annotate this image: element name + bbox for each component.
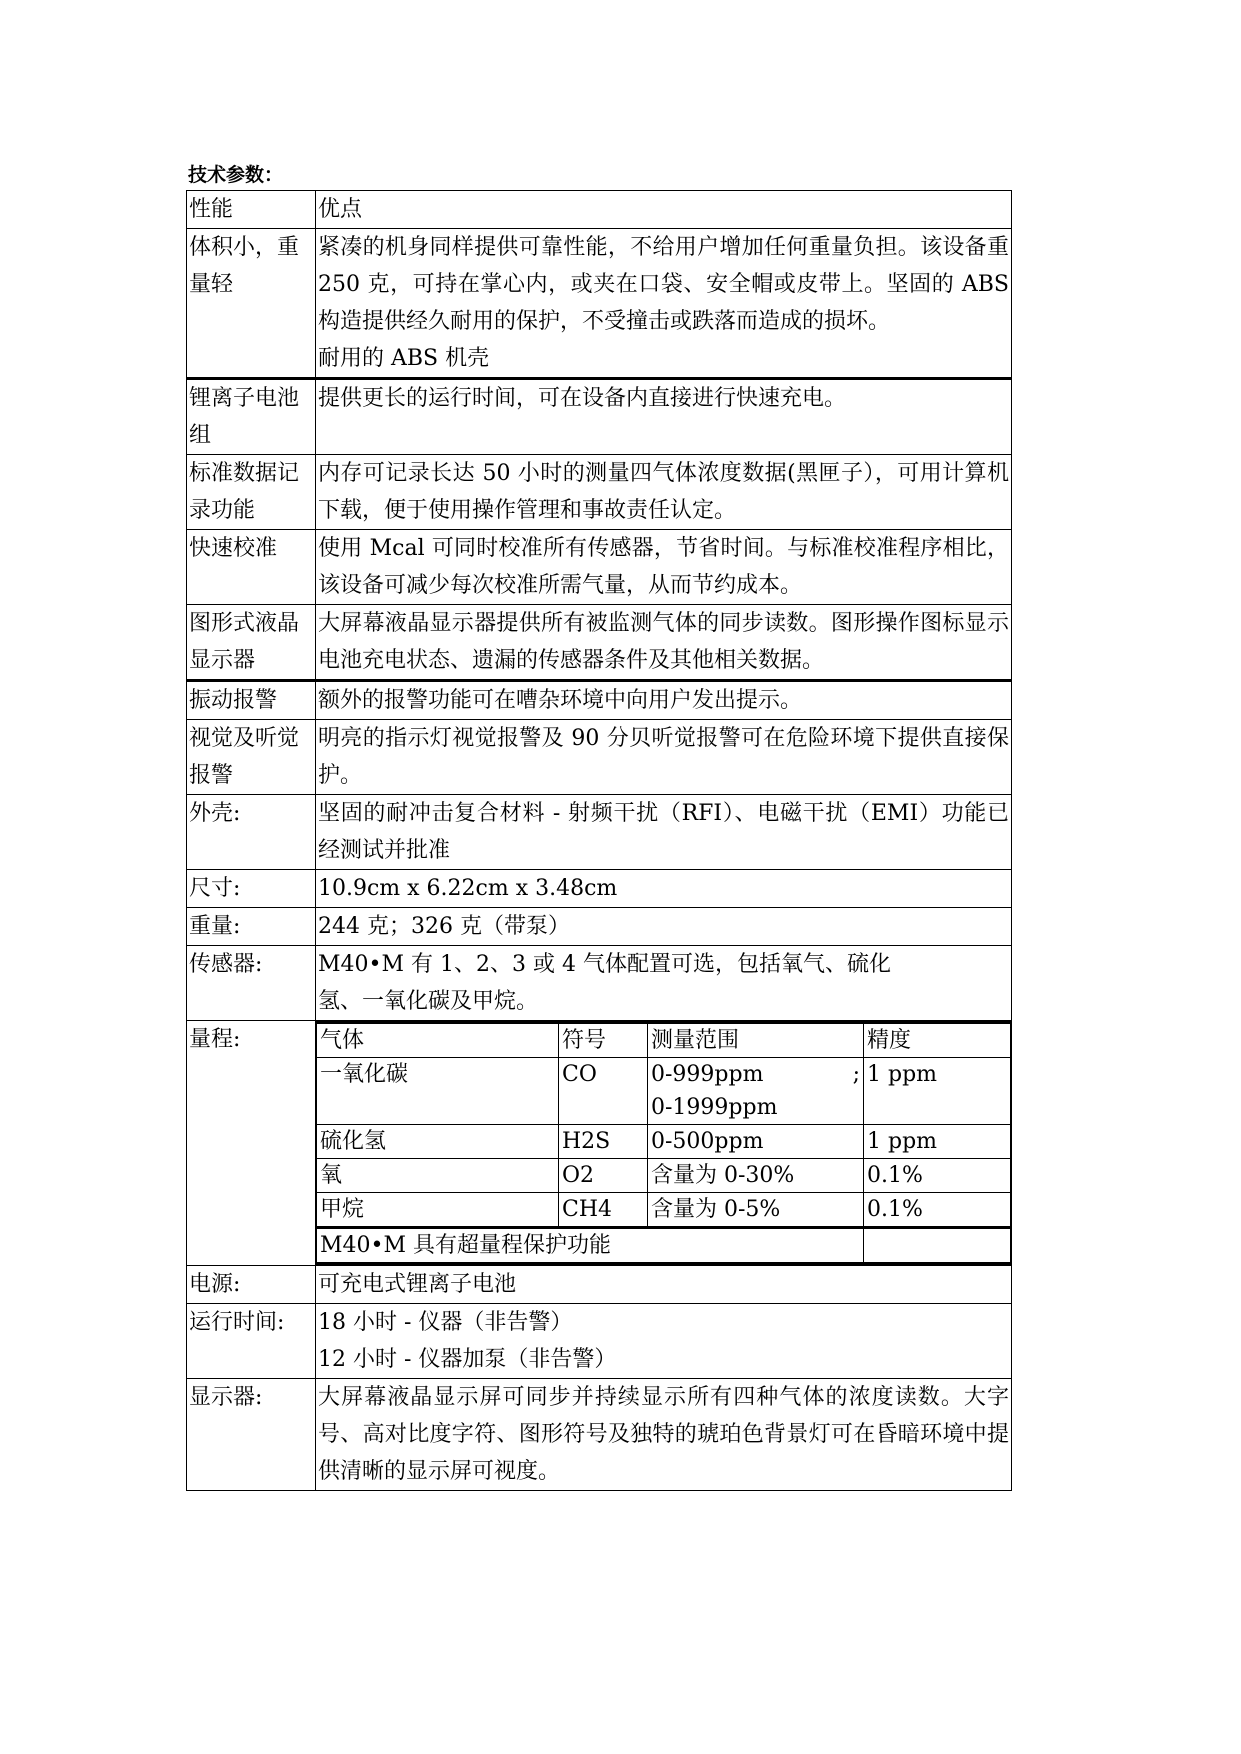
spec-label: 快速校准 bbox=[187, 530, 316, 605]
range-header-cell: 精度 bbox=[864, 1023, 1011, 1058]
spec-value bbox=[316, 795, 1012, 870]
range-header-cell: 测量范围 bbox=[648, 1023, 864, 1058]
spec-value-line: M40•M 有 1、2、3 或 4 气体配置可选，包括氧气、硫化 bbox=[318, 952, 891, 977]
spec-value bbox=[316, 720, 1012, 795]
spec-value bbox=[316, 379, 1012, 455]
gas-range: 含量为 0-5% bbox=[648, 1193, 864, 1228]
spec-value-line: 使用 Mcal 可同时校准所有传感器，节省时间。与标准校准程序相比，该设备可减少每次校准所需气量，从而节约成本。 bbox=[318, 536, 1009, 598]
spec-value-line: 大屏幕液晶显示器提供所有被监测气体的同步读数。图形操作图标显示电池充电状态、遗漏的传感器条件及其他相关数据。 bbox=[318, 611, 1009, 673]
gas-name: 氧 bbox=[317, 1159, 559, 1193]
range-row bbox=[317, 1125, 1011, 1159]
range-note-precision bbox=[864, 1228, 1011, 1264]
spec-value bbox=[316, 1304, 1012, 1379]
spec-value-line: 244 克；326 克（带泵） bbox=[318, 914, 570, 939]
gas-range-sep: ; bbox=[852, 1062, 860, 1087]
spec-value bbox=[316, 455, 1012, 530]
gas-range-line bbox=[651, 1058, 860, 1091]
spec-row bbox=[187, 455, 1012, 530]
gas-name: 一氧化碳 bbox=[317, 1058, 559, 1125]
spec-label: 尺寸: bbox=[187, 870, 316, 908]
header-advantage: 优点 bbox=[316, 191, 1012, 229]
spec-value-line: 氢、一氧化碳及甲烷。 bbox=[318, 989, 539, 1014]
spec-row bbox=[187, 870, 1012, 908]
gas-range-a: 0-999ppm bbox=[651, 1062, 764, 1087]
spec-value-line: 内存可记录长达 50 小时的测量四气体浓度数据(黑匣子），可用计算机下载，便于使用操作管理和事故责任认定。 bbox=[318, 461, 1009, 523]
spec-value-line: 坚固的耐冲击复合材料 - 射频干扰（RFI）、电磁干扰（EMI）功能已经测试并批准 bbox=[318, 801, 1009, 863]
spec-row bbox=[187, 681, 1012, 720]
range-header-cell: 符号 bbox=[559, 1023, 648, 1058]
table-header-row bbox=[187, 191, 1012, 229]
range-note: M40•M 具有超量程保护功能 bbox=[317, 1228, 864, 1264]
spec-value bbox=[316, 1379, 1012, 1491]
gas-precision: 0.1% bbox=[864, 1193, 1011, 1228]
gas-precision: 1 ppm bbox=[864, 1125, 1011, 1159]
gas-name: 硫化氢 bbox=[317, 1125, 559, 1159]
spec-value bbox=[316, 908, 1012, 946]
spec-value-line: 18 小时 - 仪器（非告警） bbox=[318, 1310, 573, 1335]
spec-label: 运行时间: bbox=[187, 1304, 316, 1379]
gas-symbol: H2S bbox=[559, 1125, 648, 1159]
range-cell bbox=[316, 1021, 1012, 1266]
spec-label: 电源: bbox=[187, 1266, 316, 1304]
spec-value-line: 耐用的 ABS 机壳 bbox=[318, 346, 490, 371]
spec-label: 量程: bbox=[187, 1021, 316, 1266]
spec-row bbox=[187, 605, 1012, 681]
spec-value bbox=[316, 946, 1012, 1021]
spec-row bbox=[187, 1379, 1012, 1491]
spec-value bbox=[316, 1266, 1012, 1304]
spec-value bbox=[316, 530, 1012, 605]
spec-label: 标准数据记录功能 bbox=[187, 455, 316, 530]
page-heading: 技术参数： bbox=[188, 164, 284, 186]
header-feature: 性能 bbox=[187, 191, 316, 229]
gas-precision: 1 ppm bbox=[864, 1058, 1011, 1125]
gas-symbol: CO bbox=[559, 1058, 648, 1125]
range-header-cell: 气体 bbox=[317, 1023, 559, 1058]
spec-value-line: 额外的报警功能可在嘈杂环境中向用户发出提示。 bbox=[318, 688, 803, 713]
spec-value bbox=[316, 605, 1012, 681]
spec-value-line: 大屏幕液晶显示屏可同步并持续显示所有四种气体的浓度读数。大字号、高对比度字符、图形符号及独特的琥珀色背景灯可在昏暗环境中提供清晰的显示屏可视度。 bbox=[318, 1385, 1009, 1484]
spec-row bbox=[187, 908, 1012, 946]
spec-label: 视觉及听觉报警 bbox=[187, 720, 316, 795]
spec-row bbox=[187, 379, 1012, 455]
spec-label: 重量: bbox=[187, 908, 316, 946]
spec-row bbox=[187, 946, 1012, 1021]
gas-range bbox=[648, 1058, 864, 1125]
spec-value-line: 明亮的指示灯视觉报警及 90 分贝听觉报警可在危险环境下提供直接保护。 bbox=[318, 726, 1009, 788]
range-header-row bbox=[317, 1023, 1011, 1058]
spec-value bbox=[316, 870, 1012, 908]
spec-label: 显示器: bbox=[187, 1379, 316, 1491]
range-row bbox=[317, 1159, 1011, 1193]
spec-label: 锂离子电池组 bbox=[187, 379, 316, 455]
spec-label: 体积小，重量轻 bbox=[187, 229, 316, 379]
gas-range: 含量为 0-30% bbox=[648, 1159, 864, 1193]
gas-name: 甲烷 bbox=[317, 1193, 559, 1228]
spec-value-line: 可充电式锂离子电池 bbox=[318, 1272, 517, 1297]
spec-label: 图形式液晶显示器 bbox=[187, 605, 316, 681]
gas-range: 0-500ppm bbox=[648, 1125, 864, 1159]
gas-symbol: O2 bbox=[559, 1159, 648, 1193]
spec-row bbox=[187, 720, 1012, 795]
gas-symbol: CH4 bbox=[559, 1193, 648, 1228]
spec-row bbox=[187, 229, 1012, 379]
range-note-row bbox=[317, 1228, 1011, 1264]
spec-value bbox=[316, 229, 1012, 379]
range-table bbox=[316, 1021, 1011, 1265]
spec-row-range bbox=[187, 1021, 1012, 1266]
range-row bbox=[317, 1193, 1011, 1228]
spec-row bbox=[187, 795, 1012, 870]
gas-precision: 0.1% bbox=[864, 1159, 1011, 1193]
spec-label: 传感器: bbox=[187, 946, 316, 1021]
spec-value-line: 10.9cm x 6.22cm x 3.48cm bbox=[318, 876, 618, 901]
spec-label: 振动报警 bbox=[187, 681, 316, 720]
gas-range-b: 0-1999ppm bbox=[651, 1095, 778, 1120]
range-row bbox=[317, 1058, 1011, 1125]
spec-row bbox=[187, 1304, 1012, 1379]
spec-value-line: 12 小时 - 仪器加泵（非告警） bbox=[318, 1347, 617, 1372]
spec-row bbox=[187, 1266, 1012, 1304]
spec-value-line: 提供更长的运行时间，可在设备内直接进行快速充电。 bbox=[318, 386, 847, 411]
spec-value-line: 紧凑的机身同样提供可靠性能，不给用户增加任何重量负担。该设备重 250 克，可持在掌心内，或夹在口袋、安全帽或皮带上。坚固的 ABS 构造提供经久耐用的保护，不受撞击或跌落而造成的损坏。 bbox=[318, 235, 1009, 334]
spec-table bbox=[186, 190, 1012, 1491]
spec-row bbox=[187, 530, 1012, 605]
spec-label: 外壳: bbox=[187, 795, 316, 870]
spec-value bbox=[316, 681, 1012, 720]
